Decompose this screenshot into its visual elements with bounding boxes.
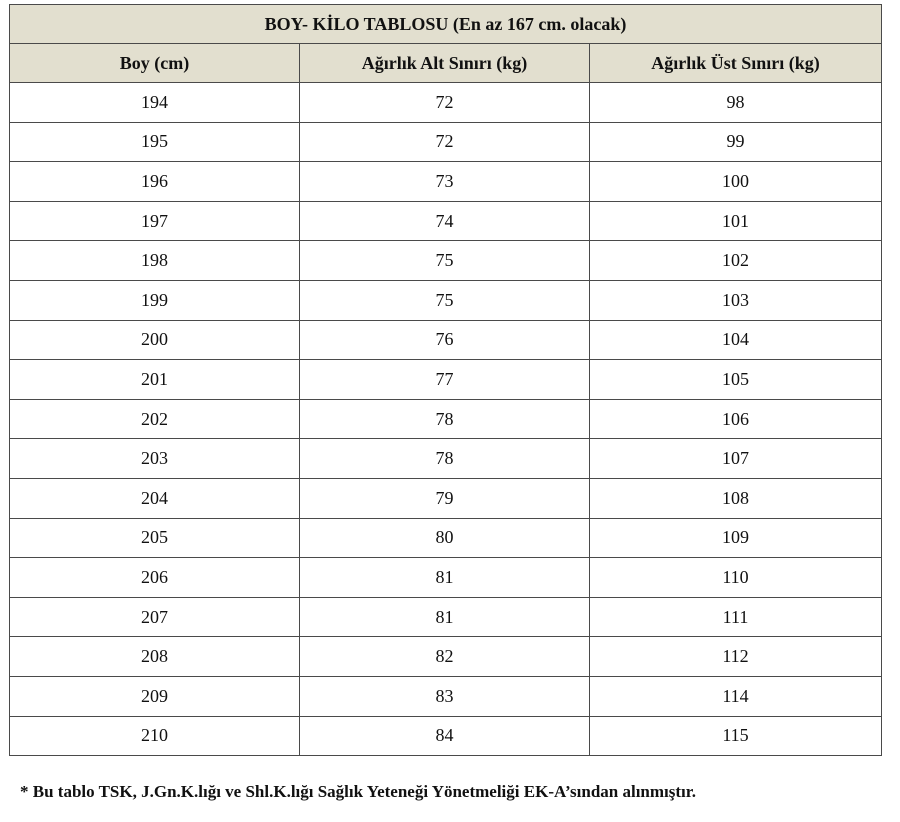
cell-height: 197: [10, 201, 300, 241]
table-header-row: [10, 44, 882, 83]
cell-weight-max: 110: [590, 558, 882, 598]
cell-weight-min: 77: [300, 360, 590, 400]
table-row: [10, 320, 882, 360]
table-row: [10, 122, 882, 162]
table-row: [10, 676, 882, 716]
cell-height: 204: [10, 478, 300, 518]
table-title-row: [10, 5, 882, 44]
table-row: [10, 637, 882, 677]
cell-weight-max: 105: [590, 360, 882, 400]
cell-weight-min: 72: [300, 122, 590, 162]
table-title: BOY- KİLO TABLOSU (En az 167 cm. olacak): [10, 5, 882, 44]
cell-weight-max: 98: [590, 83, 882, 123]
cell-weight-max: 112: [590, 637, 882, 677]
cell-weight-min: 76: [300, 320, 590, 360]
table-body: [10, 83, 882, 756]
cell-weight-min: 73: [300, 162, 590, 202]
table-row: [10, 162, 882, 202]
cell-height: 203: [10, 439, 300, 479]
cell-height: 206: [10, 558, 300, 598]
table-row: [10, 201, 882, 241]
cell-weight-max: 114: [590, 676, 882, 716]
table-row: [10, 83, 882, 123]
cell-height: 194: [10, 83, 300, 123]
cell-weight-max: 109: [590, 518, 882, 558]
cell-weight-max: 115: [590, 716, 882, 756]
cell-weight-max: 111: [590, 597, 882, 637]
cell-weight-min: 82: [300, 637, 590, 677]
cell-weight-min: 78: [300, 399, 590, 439]
cell-weight-min: 74: [300, 201, 590, 241]
cell-height: 202: [10, 399, 300, 439]
cell-weight-min: 79: [300, 478, 590, 518]
table-head: [10, 5, 882, 83]
cell-weight-max: 103: [590, 280, 882, 320]
cell-weight-min: 78: [300, 439, 590, 479]
cell-weight-max: 107: [590, 439, 882, 479]
cell-weight-max: 100: [590, 162, 882, 202]
cell-height: 196: [10, 162, 300, 202]
cell-weight-min: 83: [300, 676, 590, 716]
table-row: [10, 597, 882, 637]
table-row: [10, 280, 882, 320]
cell-height: 205: [10, 518, 300, 558]
cell-weight-max: 99: [590, 122, 882, 162]
table-row: [10, 478, 882, 518]
table-row: [10, 241, 882, 281]
cell-weight-max: 102: [590, 241, 882, 281]
cell-weight-min: 75: [300, 280, 590, 320]
table-row: [10, 558, 882, 598]
cell-height: 195: [10, 122, 300, 162]
table-row: [10, 518, 882, 558]
cell-height: 199: [10, 280, 300, 320]
cell-weight-min: 84: [300, 716, 590, 756]
table-row: [10, 360, 882, 400]
column-header-weight-min: Ağırlık Alt Sınırı (kg): [300, 44, 590, 83]
table-row: [10, 439, 882, 479]
cell-weight-max: 104: [590, 320, 882, 360]
cell-height: 201: [10, 360, 300, 400]
source-footnote: * Bu tablo TSK, J.Gn.K.lığı ve Shl.K.lığı Sağlık Yeteneği Yönetmeliği EK-A’sından alınmıştır.: [20, 782, 696, 801]
cell-height: 198: [10, 241, 300, 281]
column-header-height: Boy (cm): [10, 44, 300, 83]
cell-weight-min: 75: [300, 241, 590, 281]
cell-weight-max: 106: [590, 399, 882, 439]
cell-weight-min: 80: [300, 518, 590, 558]
cell-weight-min: 81: [300, 597, 590, 637]
table-row: [10, 716, 882, 756]
cell-height: 210: [10, 716, 300, 756]
cell-weight-max: 101: [590, 201, 882, 241]
table-row: [10, 399, 882, 439]
cell-height: 208: [10, 637, 300, 677]
cell-weight-max: 108: [590, 478, 882, 518]
cell-weight-min: 81: [300, 558, 590, 598]
height-weight-table: [9, 4, 882, 756]
cell-height: 207: [10, 597, 300, 637]
column-header-weight-max: Ağırlık Üst Sınırı (kg): [590, 44, 882, 83]
cell-height: 209: [10, 676, 300, 716]
cell-weight-min: 72: [300, 83, 590, 123]
cell-height: 200: [10, 320, 300, 360]
